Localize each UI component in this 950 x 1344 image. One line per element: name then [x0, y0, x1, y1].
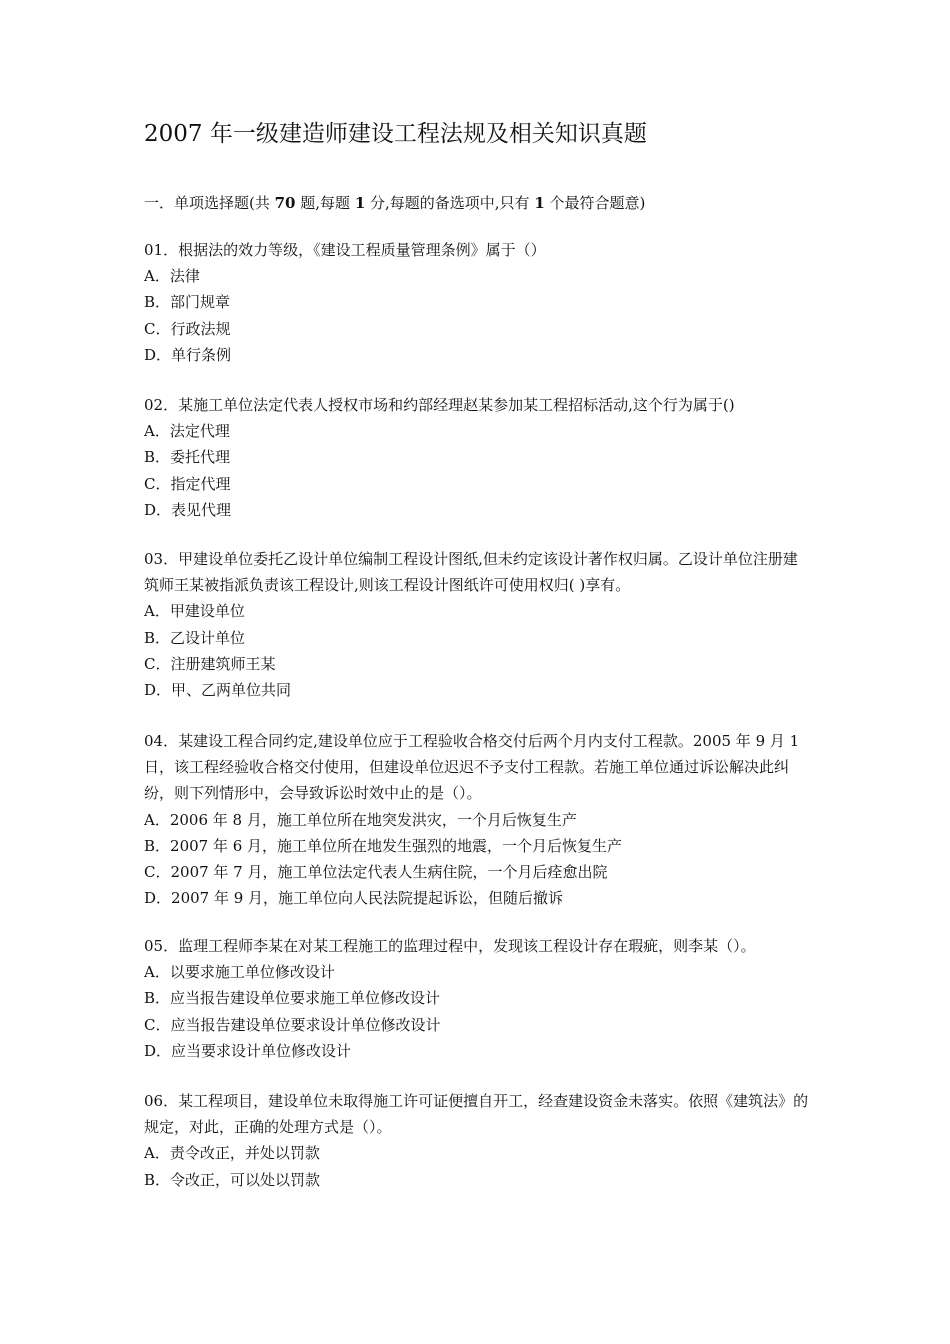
- question-03: [144, 546, 810, 703]
- option-a: A．法律: [144, 267, 200, 286]
- section-heading-part: 一．单项选择题(共: [144, 194, 275, 212]
- question-06: [144, 1088, 810, 1193]
- option-c: C．应当报告建设单位要求设计单位修改设计: [144, 1015, 441, 1034]
- question-stem: 02．某施工单位法定代表人授权市场和约部经理赵某参加某工程招标活动,这个行为属于(): [144, 396, 735, 414]
- option-b: B．应当报告建设单位要求施工单位修改设计: [144, 989, 441, 1008]
- question-stem: 06．某工程项目，建设单位未取得施工许可证便擅自开工，经查建设资金未落实。依照《建筑法》的规定，对此，正确的处理方式是（）。: [144, 1092, 809, 1137]
- option-a: A．责令改正，并处以罚款: [144, 1144, 320, 1163]
- option-b: B．委托代理: [144, 448, 231, 467]
- page-title: 2007 年一级建造师建设工程法规及相关知识真题: [144, 121, 647, 147]
- option-d: D．2007 年 9 月，施工单位向人民法院提起诉讼，但随后撤诉: [144, 889, 564, 908]
- question-02: [144, 392, 810, 523]
- question-01: [144, 237, 810, 368]
- option-b: B．令改正，可以处以罚款: [144, 1170, 321, 1189]
- option-a: A．法定代理: [144, 422, 230, 441]
- option-a: A．2006 年 8 月，施工单位所在地突发洪灾，一个月后恢复生产: [144, 810, 577, 829]
- option-d: D．应当要求设计单位修改设计: [144, 1041, 352, 1060]
- question-04: [144, 728, 810, 911]
- option-d: D．甲、乙两单位共同: [144, 681, 292, 700]
- question-stem: 01．根据法的效力等级，《建设工程质量管理条例》属于（）: [144, 241, 546, 259]
- option-c: C．行政法规: [144, 319, 231, 338]
- option-d: D．单行条例: [144, 345, 232, 364]
- option-a: A．以要求施工单位修改设计: [144, 963, 335, 982]
- question-stem: 04．某建设工程合同约定,建设单位应于工程验收合格交付后两个月内支付工程款。2005 年 9 月 1 日，该工程经验收合格交付使用，但建设单位迟迟不予支付工程款。若施工单位通过诉讼解决此纠纷，则下列情形中，会导致诉讼时效中止的是（）。: [144, 732, 800, 803]
- section-heading: [144, 190, 645, 216]
- section-heading-part: 分,每题的备选项中,只有: [365, 194, 535, 212]
- option-b: B．部门规章: [144, 293, 231, 312]
- question-05: [144, 933, 810, 1064]
- section-heading-part: 个最符合题意): [544, 194, 646, 212]
- section-heading-score: 1: [354, 194, 366, 212]
- option-d: D．表见代理: [144, 500, 232, 519]
- section-heading-count: 70: [274, 194, 296, 212]
- option-c: C．2007 年 7 月，施工单位法定代表人生病住院，一个月后痊愈出院: [144, 863, 608, 882]
- section-heading-answer-count: 1: [534, 194, 545, 212]
- option-c: C．指定代理: [144, 474, 231, 493]
- question-stem: 05．监理工程师李某在对某工程施工的监理过程中，发现该工程设计存在瑕疵，则李某（）。: [144, 937, 756, 955]
- option-a: A．甲建设单位: [144, 602, 245, 621]
- section-heading-part: 题,每题: [295, 194, 355, 212]
- option-c: C．注册建筑师王某: [144, 654, 276, 673]
- question-stem: 03．甲建设单位委托乙设计单位编制工程设计图纸,但未约定该设计著作权归属。乙设计单位注册建筑师王某被指派负责该工程设计,则该工程设计图纸许可使用权归( )享有。: [144, 550, 798, 595]
- option-b: B．乙设计单位: [144, 628, 246, 647]
- option-b: B．2007 年 6 月，施工单位所在地发生强烈的地震，一个月后恢复生产: [144, 836, 623, 855]
